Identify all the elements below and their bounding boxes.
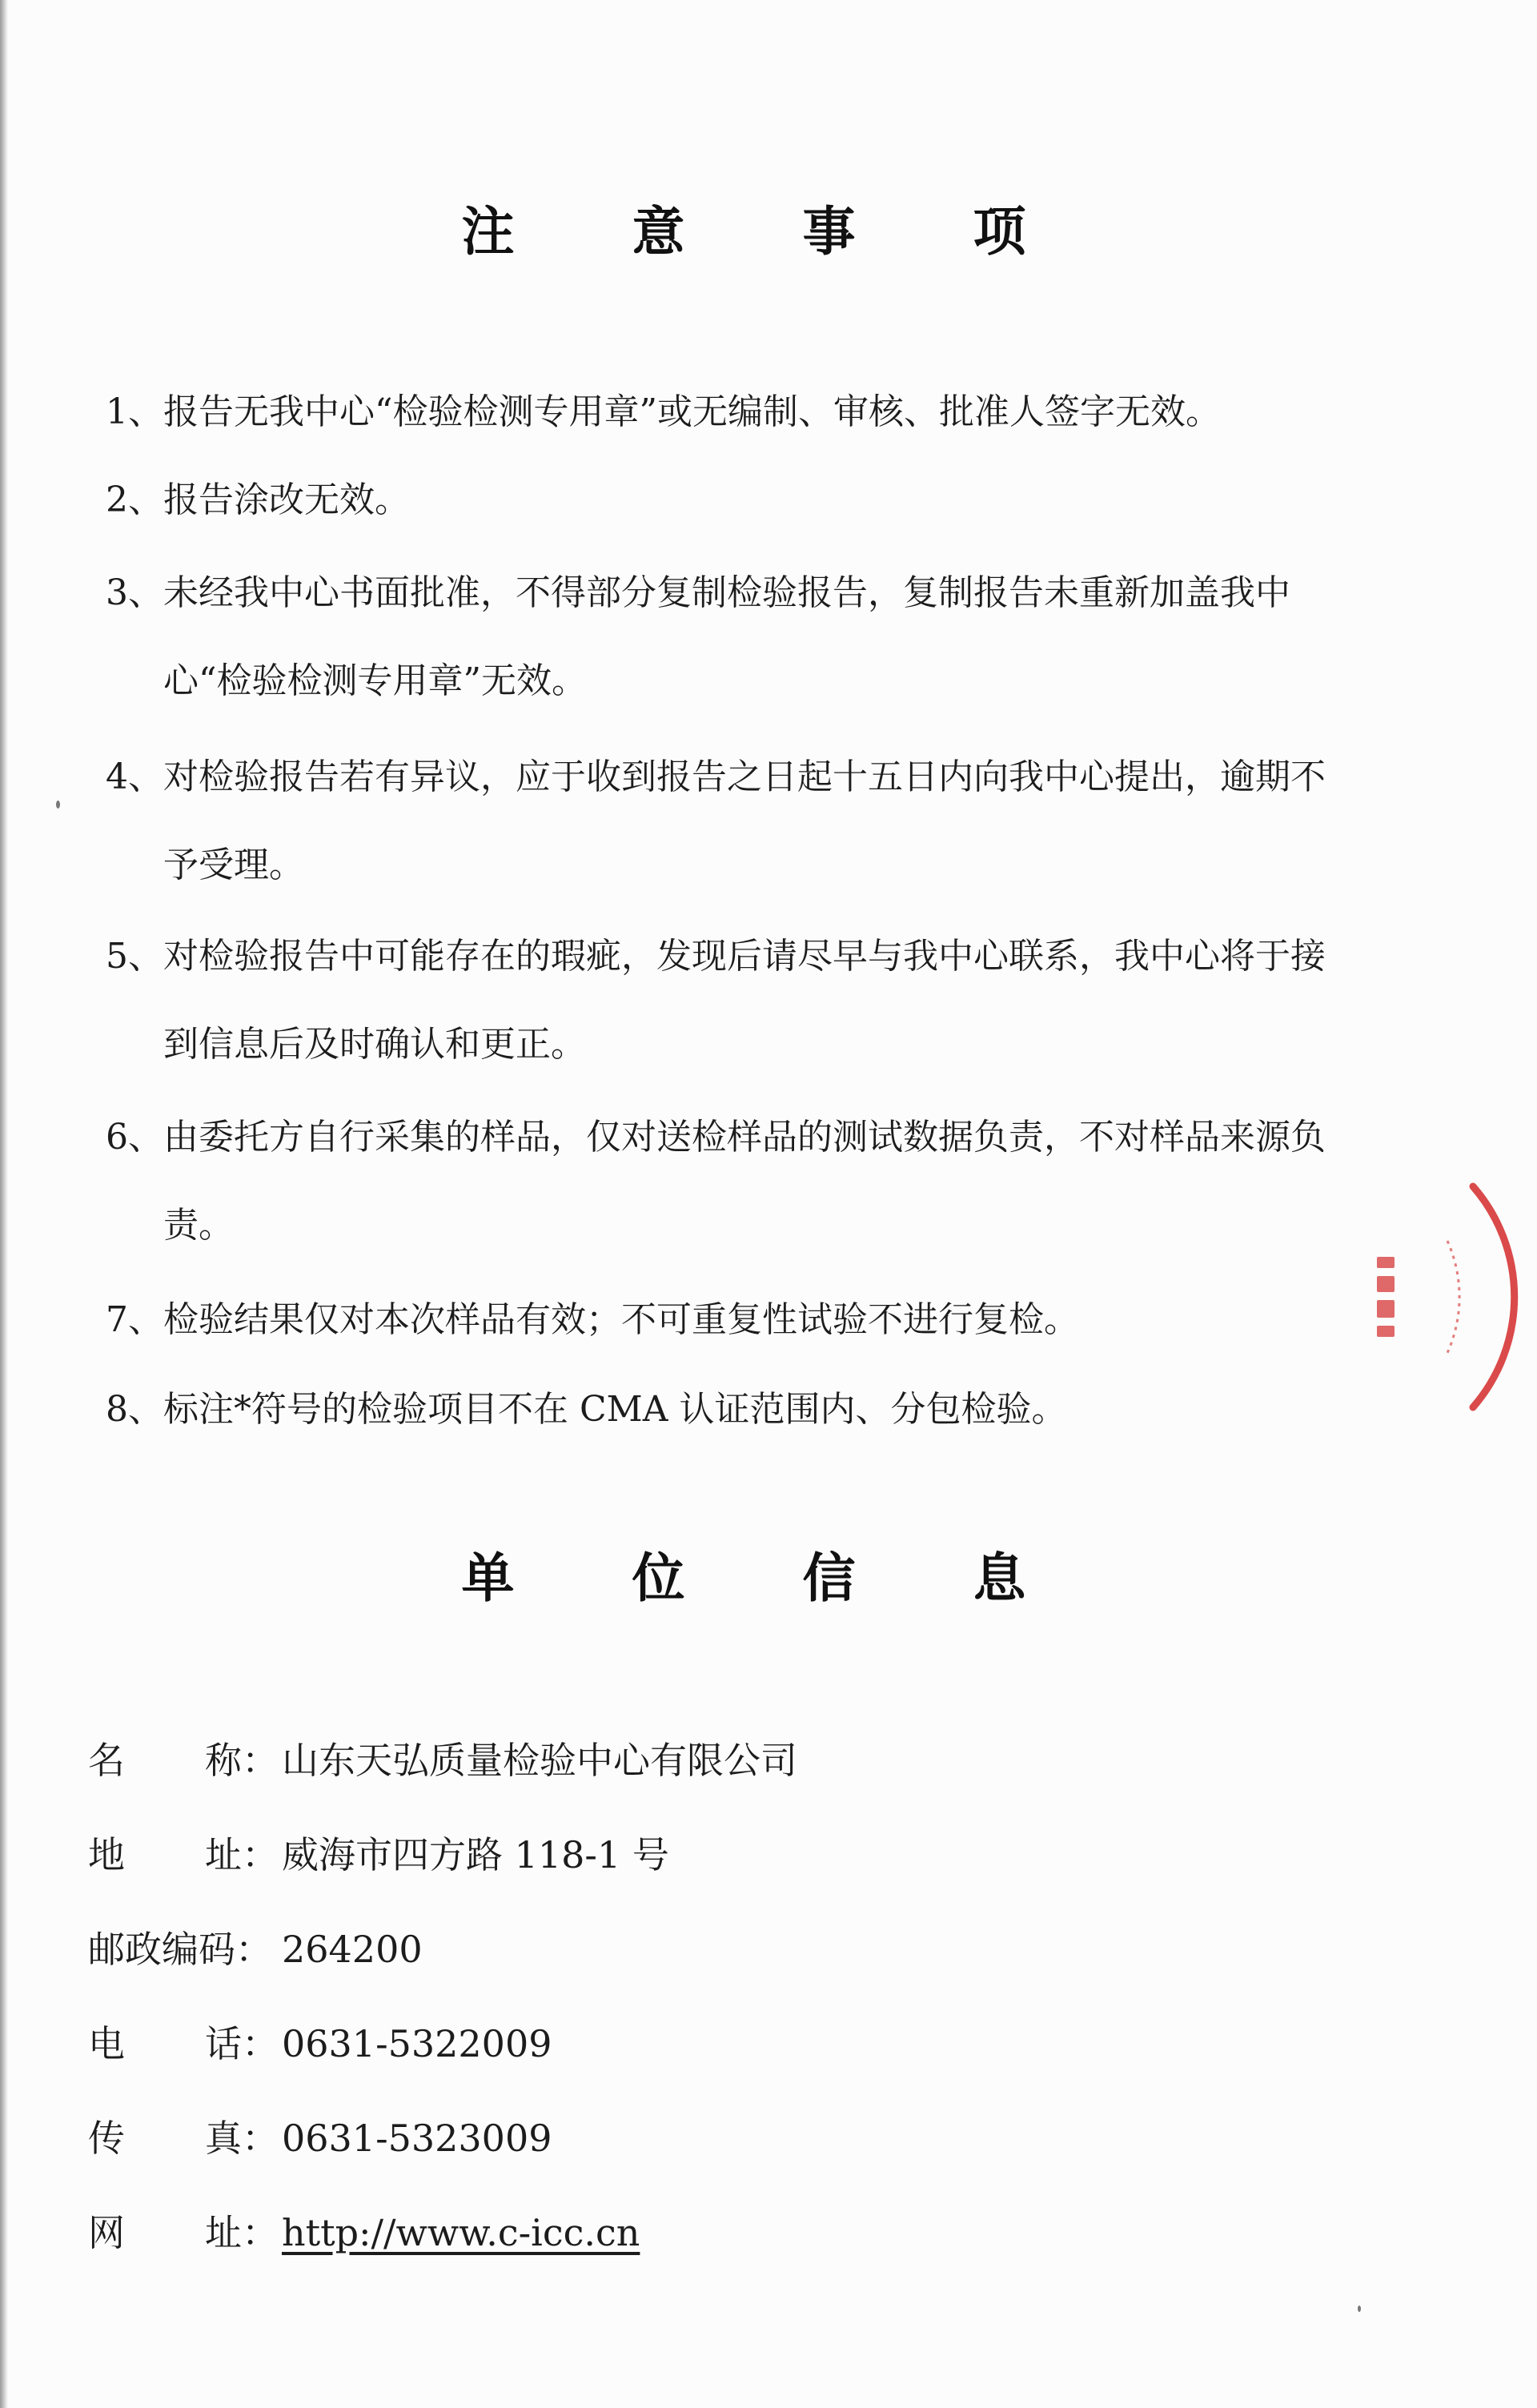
info-row-address (88, 1808, 1209, 1902)
scan-speck (56, 801, 60, 809)
notice-item-text: 检验结果仅对本次样品有效；不可重复性试验不进行复检。 (163, 1299, 1079, 1340)
notice-list (106, 368, 1354, 1454)
info-row-fax (88, 2091, 1209, 2185)
label-char: 话： (205, 2022, 279, 2065)
notice-item-6 (106, 1094, 1354, 1276)
scan-speck (1358, 2306, 1361, 2312)
notice-item-text: 由委托方自行采集的样品，仅对送检样品的测试数据负责，不对样品来源负责。 (163, 1117, 1326, 1246)
notice-item-3 (106, 549, 1354, 733)
notice-item-number: 6、 (106, 1117, 163, 1158)
info-label (88, 2185, 279, 2280)
notice-item-4 (106, 733, 1354, 913)
notice-item-text: 报告涂改无效。 (163, 480, 410, 520)
info-row-zip (88, 1902, 1209, 1997)
notice-item-8 (106, 1366, 1354, 1454)
company-name: 山东天弘质量检验中心有限公司 (282, 1739, 797, 1782)
info-row-tel (88, 1997, 1209, 2091)
notice-item-text: 未经我中心书面批准，不得部分复制检验报告，复制报告未重新加盖我中心“检验检测专用章”无效。 (163, 572, 1290, 701)
notice-title: 注 意 事 项 (461, 201, 1076, 263)
notice-item-text: 对检验报告若有异议，应于收到报告之日起十五日内向我中心提出，逾期不予受理。 (163, 757, 1326, 885)
label-char: 址： (205, 1833, 279, 1876)
label-char: 真： (205, 2117, 279, 2160)
scan-edge-shadow (0, 0, 8, 2408)
notice-item-number: 5、 (106, 936, 163, 977)
info-row-website (88, 2185, 1209, 2280)
info-label (88, 2091, 279, 2185)
notice-item-number: 8、 (106, 1389, 163, 1430)
notice-item-1 (106, 368, 1354, 456)
label-char: 称： (205, 1739, 279, 1782)
label-char: 地 (88, 1833, 125, 1876)
notice-item-number: 1、 (106, 391, 163, 432)
notice-item-2 (106, 456, 1354, 549)
label-char: 名 (88, 1739, 125, 1782)
notice-item-number: 3、 (106, 572, 163, 613)
company-info-title: 单 位 信 息 (461, 1547, 1076, 1609)
info-label (88, 1808, 279, 1902)
notice-item-number: 2、 (106, 480, 163, 520)
notice-item-text: 标注*符号的检验项目不在 CMA 认证范围内、分包检验。 (163, 1389, 1067, 1430)
info-label (88, 1713, 279, 1808)
label-char: 电 (88, 2022, 125, 2065)
company-tel: 0631-5322009 (282, 2022, 552, 2065)
company-zip: 264200 (282, 1928, 423, 1971)
notice-item-5 (106, 913, 1354, 1094)
notice-item-number: 4、 (106, 757, 163, 797)
notice-item-text: 报告无我中心“检验检测专用章”或无编制、审核、批准人签字无效。 (163, 391, 1221, 432)
notice-item-text: 对检验报告中可能存在的瑕疵，发现后请尽早与我中心联系，我中心将于接到信息后及时确认和更正。 (163, 936, 1326, 1065)
label-char: 址： (205, 2211, 279, 2254)
info-label (88, 1997, 279, 2091)
company-fax: 0631-5323009 (282, 2117, 552, 2160)
company-info-list (88, 1713, 1209, 2280)
website-link[interactable]: http://www.c-icc.cn (282, 2211, 640, 2254)
red-seal-stamp (1353, 1177, 1537, 1417)
info-row-name (88, 1713, 1209, 1808)
label-char: 网 (88, 2211, 125, 2254)
label-char: 传 (88, 2117, 125, 2160)
notice-item-7 (106, 1276, 1354, 1366)
company-address: 威海市四方路 118-1 号 (282, 1833, 669, 1876)
info-label: 邮政编码： (88, 1928, 272, 1971)
notice-item-number: 7、 (106, 1299, 163, 1340)
